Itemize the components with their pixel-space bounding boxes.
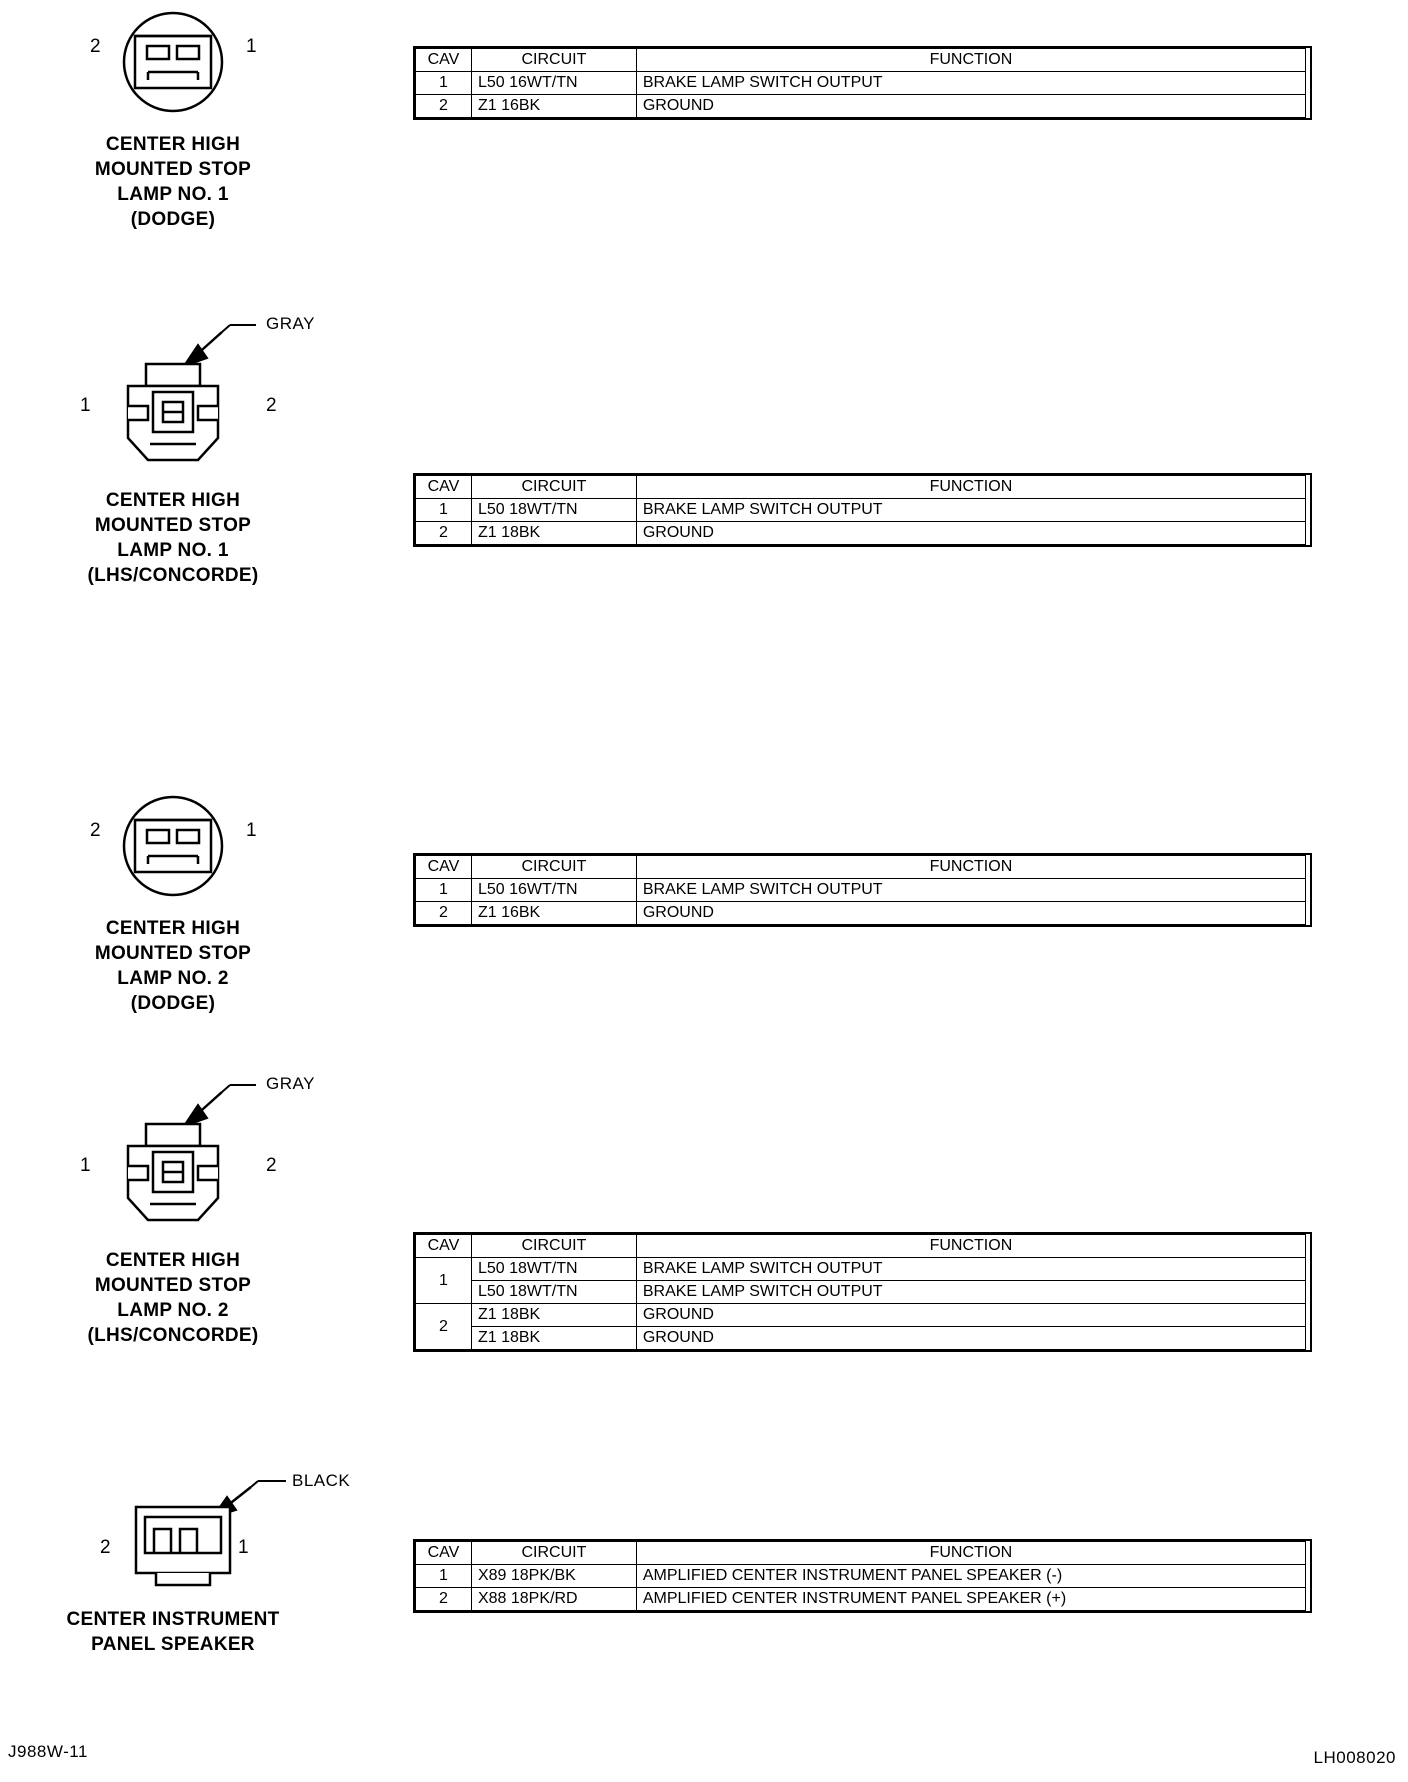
- cav-table-wrap-chmsl2-dodge: [413, 853, 1312, 927]
- cav-table-chmsl1-lhs: [415, 475, 1306, 545]
- table-header-row: [416, 476, 1306, 499]
- cell-function: AMPLIFIED CENTER INSTRUMENT PANEL SPEAKER (+): [636, 1588, 1305, 1611]
- table-row: [416, 95, 1306, 118]
- header-cav: CAV: [416, 1542, 472, 1565]
- connector-chmsl2-dodge: [8, 790, 338, 1016]
- cell-cav: 1: [416, 879, 472, 902]
- header-function: FUNCTION: [636, 49, 1305, 72]
- pin-number-right: 1: [246, 820, 257, 841]
- cav-table-wrap-center-ip-speaker: [413, 1539, 1312, 1613]
- cell-cav: 2: [416, 1304, 472, 1350]
- cell-circuit: X89 18PK/BK: [471, 1565, 636, 1588]
- header-circuit: CIRCUIT: [471, 49, 636, 72]
- cell-function: GROUND: [636, 1327, 1305, 1350]
- cell-circuit: L50 18WT/TN: [471, 499, 636, 522]
- caption-line: LAMP NO. 2: [117, 1300, 229, 1321]
- cell-function: BRAKE LAMP SWITCH OUTPUT: [636, 879, 1305, 902]
- header-circuit: CIRCUIT: [471, 1542, 636, 1565]
- lead-color-label: BLACK: [292, 1471, 351, 1490]
- lead-color-label: GRAY: [266, 314, 315, 333]
- connector-caption-chmsl2-dodge: [8, 916, 338, 1016]
- cell-circuit: Z1 18BK: [471, 1304, 636, 1327]
- caption-line: LAMP NO. 2: [117, 968, 229, 989]
- table-header-row: [416, 1235, 1306, 1258]
- cell-cav: 1: [416, 499, 472, 522]
- pin-number-left: 1: [80, 395, 91, 416]
- cell-circuit: Z1 16BK: [471, 95, 636, 118]
- caption-line: MOUNTED STOP: [94, 943, 252, 964]
- connector-chmsl1-lhs-concorde: [8, 314, 338, 588]
- pin-number-right: 1: [238, 1537, 249, 1558]
- connector-caption-center-ip-speaker: [8, 1607, 338, 1657]
- caption-line: MOUNTED STOP: [94, 159, 252, 180]
- header-cav: CAV: [416, 856, 472, 879]
- pin-number-left: 2: [90, 820, 101, 841]
- caption-line: LAMP NO. 1: [117, 540, 229, 561]
- cav-table-center-ip-speaker: [415, 1541, 1306, 1611]
- cell-circuit: Z1 18BK: [471, 1327, 636, 1350]
- connector-diagram-chmsl1-dodge: [8, 6, 338, 124]
- cav-table-wrap-chmsl1-lhs: [413, 473, 1312, 547]
- caption-line: CENTER HIGH: [105, 1250, 241, 1271]
- connector-chmsl2-lhs-concorde: [8, 1074, 338, 1348]
- caption-line: CENTER INSTRUMENT: [66, 1609, 280, 1630]
- caption-line: (DODGE): [130, 993, 216, 1014]
- cell-circuit: L50 16WT/TN: [471, 72, 636, 95]
- pin-number-right: 2: [266, 1155, 277, 1176]
- header-cav: CAV: [416, 49, 472, 72]
- cell-function: BRAKE LAMP SWITCH OUTPUT: [636, 1281, 1305, 1304]
- cav-table-chmsl1-dodge: [415, 48, 1306, 118]
- cell-circuit: L50 16WT/TN: [471, 879, 636, 902]
- caption-line: MOUNTED STOP: [94, 515, 252, 536]
- header-function: FUNCTION: [636, 476, 1305, 499]
- connector-shape-bulb-socket: [8, 1080, 338, 1240]
- cell-cav: 2: [416, 902, 472, 925]
- connector-shape-bulb-socket: [8, 320, 338, 480]
- table-row: [416, 1258, 1306, 1281]
- table-row: [416, 1565, 1306, 1588]
- footer-document-code: LH008020: [1313, 1748, 1396, 1767]
- cell-cav: 2: [416, 522, 472, 545]
- table-row: [416, 499, 1306, 522]
- table-row: [416, 1327, 1306, 1350]
- cell-circuit: L50 18WT/TN: [471, 1281, 636, 1304]
- table-row: [416, 1281, 1306, 1304]
- cell-function: GROUND: [636, 522, 1305, 545]
- pin-number-right: 2: [266, 395, 277, 416]
- cell-cav: 2: [416, 1588, 472, 1611]
- cav-table-chmsl2-dodge: [415, 855, 1306, 925]
- table-header-row: [416, 856, 1306, 879]
- cav-table-chmsl2-lhs: [415, 1234, 1306, 1350]
- table-row: [416, 522, 1306, 545]
- table-row: [416, 879, 1306, 902]
- connector-shape-round-2pin: [8, 790, 338, 908]
- table-row: [416, 1588, 1306, 1611]
- caption-line: CENTER HIGH: [105, 490, 241, 511]
- cell-function: BRAKE LAMP SWITCH OUTPUT: [636, 1258, 1305, 1281]
- cell-circuit: L50 18WT/TN: [471, 1258, 636, 1281]
- caption-line: LAMP NO. 1: [117, 184, 229, 205]
- table-row: [416, 902, 1306, 925]
- cell-circuit: Z1 18BK: [471, 522, 636, 545]
- caption-line: (LHS/CONCORDE): [87, 1325, 259, 1346]
- connector-center-ip-speaker: [8, 1471, 351, 1657]
- table-row: [416, 1304, 1306, 1327]
- connector-diagram-chmsl2-dodge: [8, 790, 338, 908]
- pin-number-left: 2: [90, 36, 101, 57]
- caption-line: (LHS/CONCORDE): [87, 565, 259, 586]
- caption-line: CENTER HIGH: [105, 918, 241, 939]
- cell-cav: 2: [416, 95, 472, 118]
- connector-caption-chmsl1-dodge: [8, 132, 338, 232]
- header-function: FUNCTION: [636, 856, 1305, 879]
- header-circuit: CIRCUIT: [471, 856, 636, 879]
- pin-number-right: 1: [246, 36, 257, 57]
- header-circuit: CIRCUIT: [471, 476, 636, 499]
- connector-diagram-center-ip-speaker: [8, 1471, 351, 1605]
- cell-function: AMPLIFIED CENTER INSTRUMENT PANEL SPEAKER (-): [636, 1565, 1305, 1588]
- caption-line: CENTER HIGH: [105, 134, 241, 155]
- connector-diagram-chmsl2-lhs: [8, 1074, 338, 1240]
- cell-function: GROUND: [636, 95, 1305, 118]
- connector-caption-chmsl1-lhs: [8, 488, 338, 588]
- caption-line: (DODGE): [130, 209, 216, 230]
- header-function: FUNCTION: [636, 1542, 1305, 1565]
- table-header-row: [416, 1542, 1306, 1565]
- caption-line: MOUNTED STOP: [94, 1275, 252, 1296]
- cell-cav: 1: [416, 1565, 472, 1588]
- cell-cav: 1: [416, 72, 472, 95]
- header-cav: CAV: [416, 476, 472, 499]
- connector-shape-round-2pin: [8, 6, 338, 124]
- footer-page-code: J988W-11: [8, 1742, 88, 1761]
- lead-color-label: GRAY: [266, 1074, 315, 1093]
- cell-function: BRAKE LAMP SWITCH OUTPUT: [636, 499, 1305, 522]
- table-header-row: [416, 49, 1306, 72]
- connector-shape-rect-2pin: [8, 1475, 338, 1605]
- pin-number-left: 1: [80, 1155, 91, 1176]
- cell-function: BRAKE LAMP SWITCH OUTPUT: [636, 72, 1305, 95]
- table-row: [416, 72, 1306, 95]
- caption-line: PANEL SPEAKER: [91, 1634, 255, 1655]
- cav-table-wrap-chmsl2-lhs: [413, 1232, 1312, 1352]
- connector-chmsl1-dodge: [8, 6, 338, 232]
- cell-circuit: Z1 16BK: [471, 902, 636, 925]
- cav-table-wrap-chmsl1-dodge: [413, 46, 1312, 120]
- cell-function: GROUND: [636, 1304, 1305, 1327]
- cell-cav: 1: [416, 1258, 472, 1304]
- connector-diagram-chmsl1-lhs: [8, 314, 338, 480]
- cell-function: GROUND: [636, 902, 1305, 925]
- connector-caption-chmsl2-lhs: [8, 1248, 338, 1348]
- cell-circuit: X88 18PK/RD: [471, 1588, 636, 1611]
- header-circuit: CIRCUIT: [471, 1235, 636, 1258]
- pin-number-left: 2: [100, 1537, 111, 1558]
- header-function: FUNCTION: [636, 1235, 1305, 1258]
- header-cav: CAV: [416, 1235, 472, 1258]
